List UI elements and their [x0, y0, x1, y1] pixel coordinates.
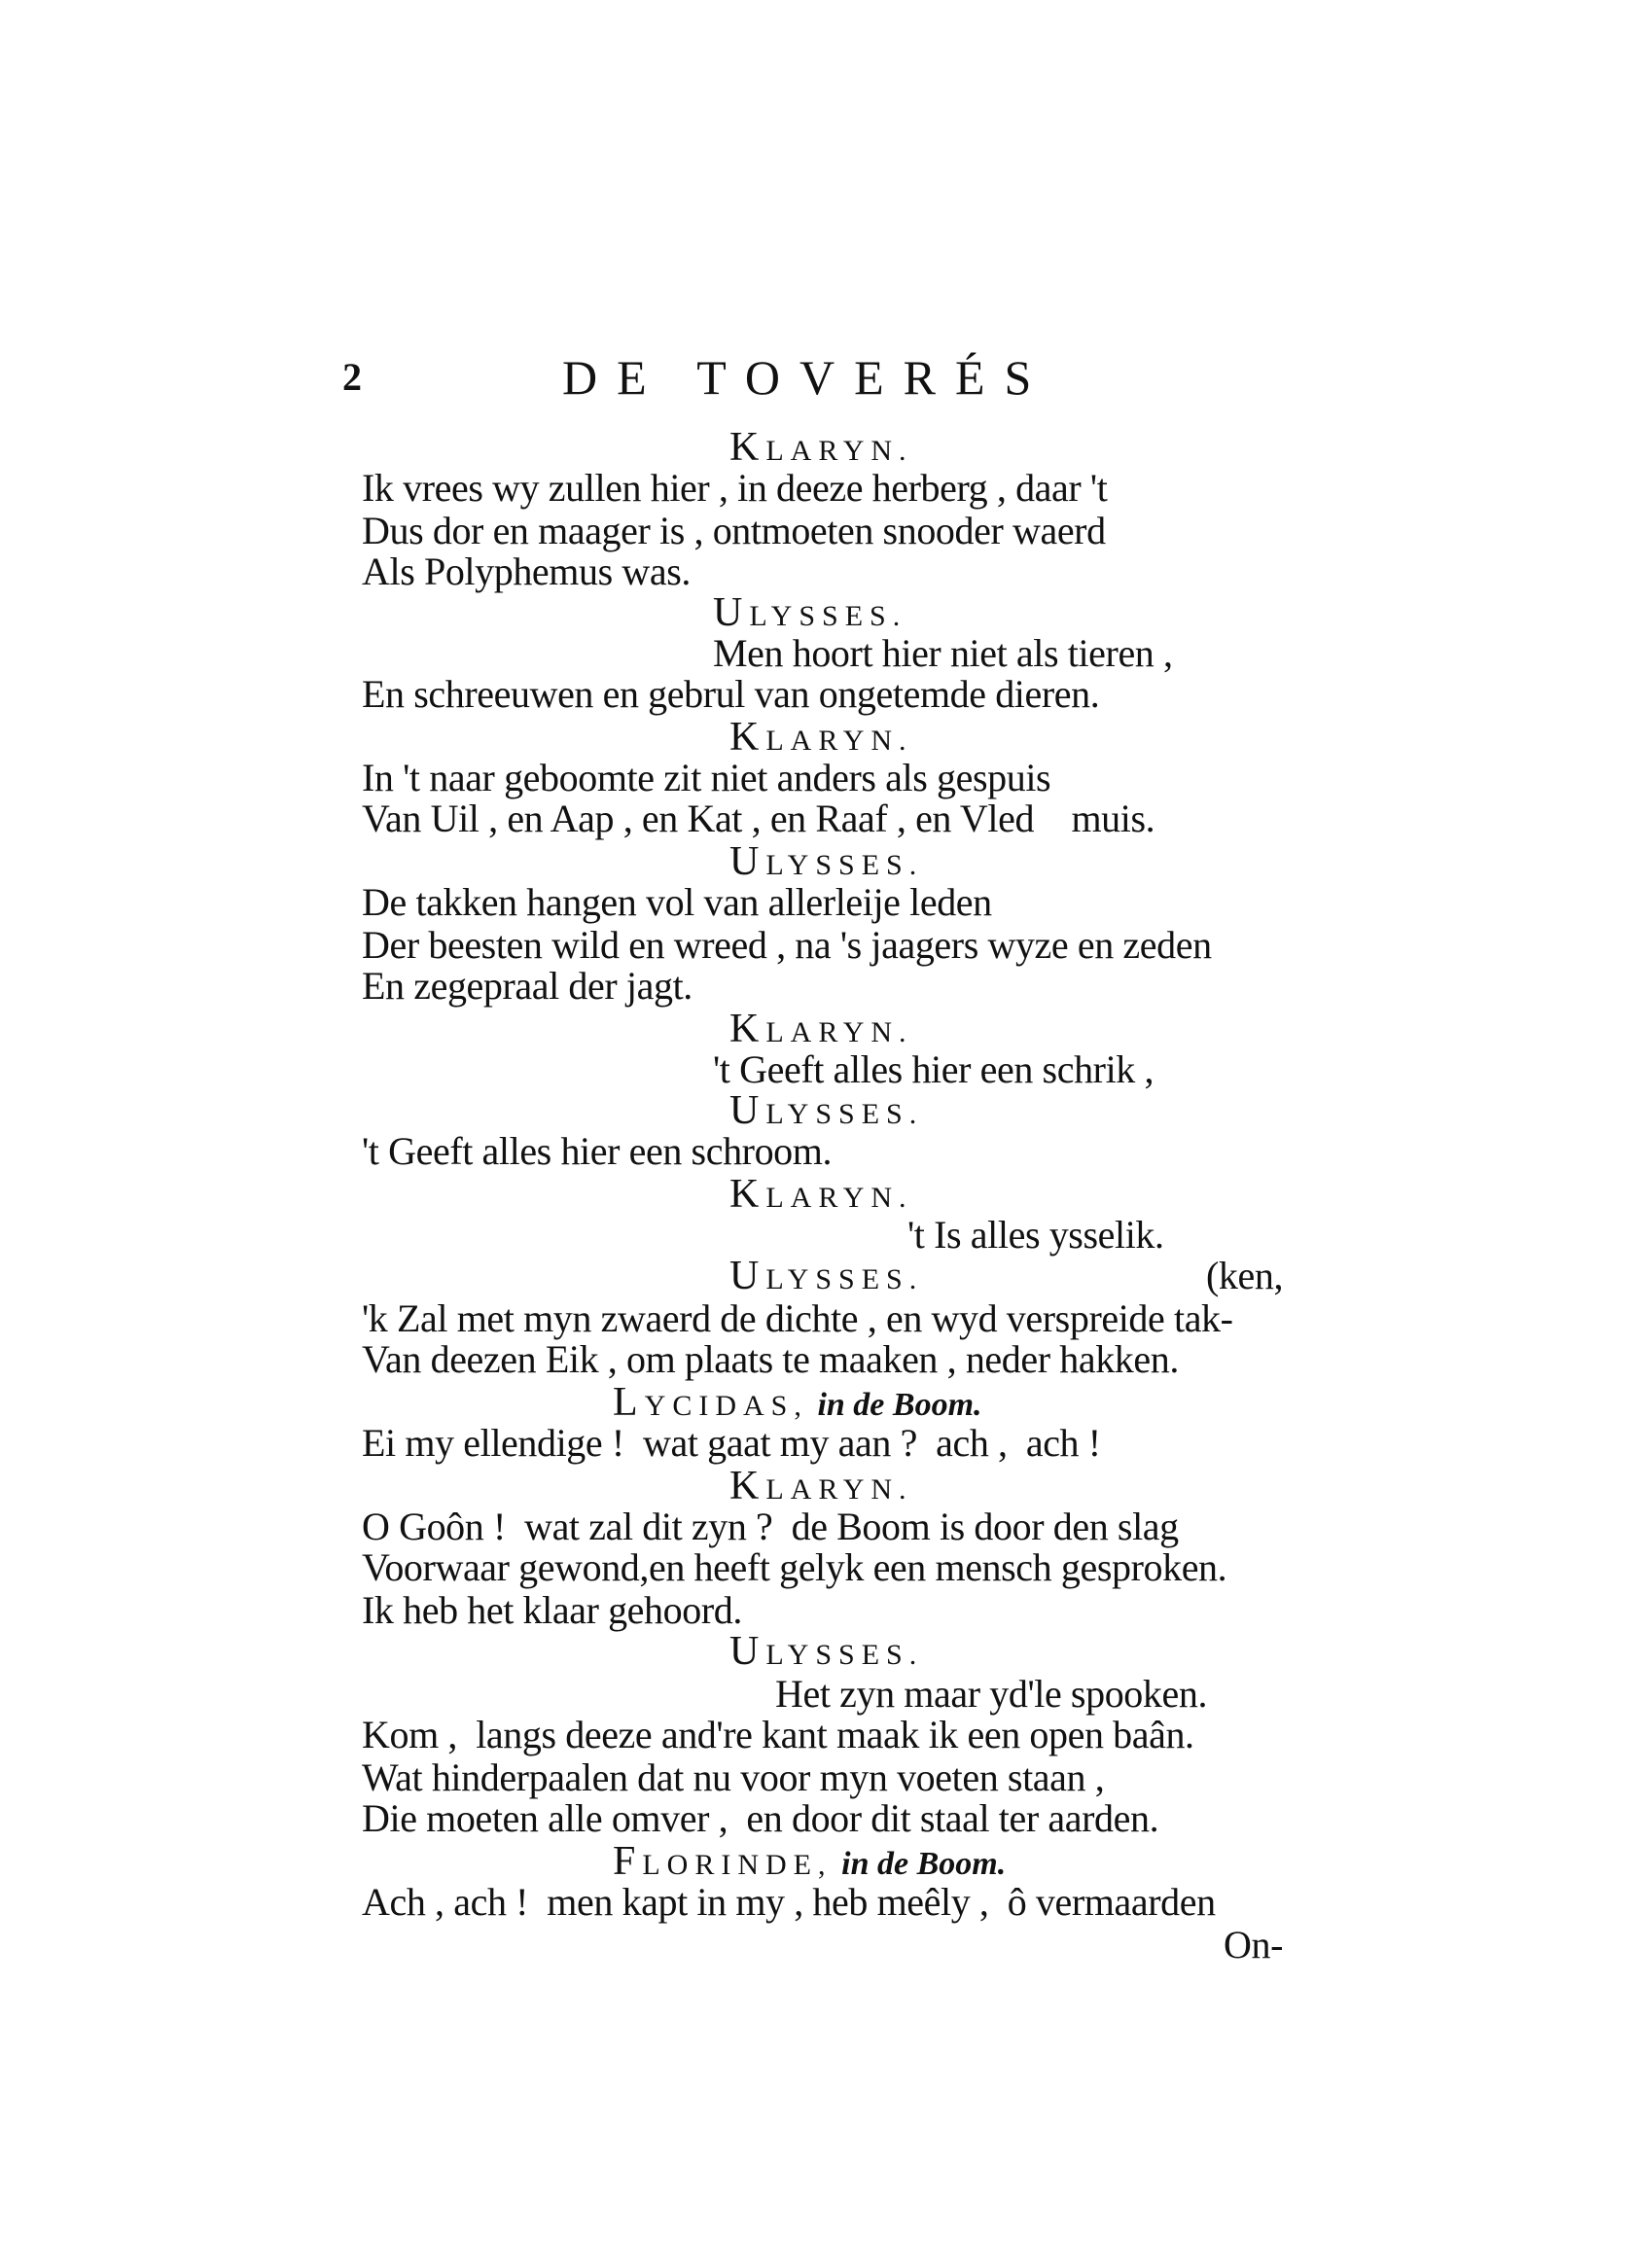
speaker-name	[729, 1630, 923, 1673]
speaker-label: ULYSSES.	[729, 839, 924, 884]
verse-line: Men hoort hier niet als tieren ,	[713, 631, 1173, 675]
verse-line: 't Geeft alles hier een schrik ,	[713, 1047, 1154, 1091]
turnover-word: (ken,	[1206, 1254, 1284, 1297]
verse-line: De takken hangen vol van allerleije leden	[362, 880, 992, 924]
verse-line: Van deezen Eik , om plaats te maaken , neder hakken.	[362, 1337, 1179, 1381]
verse-line: Voorwaar gewond,en heeft gelyk een mensch gesproken.	[362, 1545, 1227, 1589]
speaker-name	[729, 1089, 923, 1132]
speaker-name	[729, 1173, 913, 1216]
verse-line: En schreeuwen en gebrul van ongetemde dieren.	[362, 672, 1100, 716]
stage-direction: in de Boom.	[841, 1846, 1007, 1882]
speaker-name	[729, 840, 923, 883]
catchword: On-	[1224, 1923, 1284, 1967]
verse-line: O Goôn ! wat zal dit zyn ? de Boom is door den slag	[362, 1505, 1179, 1548]
verse-line: Ei my ellendige ! wat gaat my aan ? ach , ach !	[362, 1421, 1101, 1465]
running-title: DE TOVERÉS	[562, 350, 1051, 405]
speaker-label: FLORINDE,	[613, 1839, 833, 1884]
speaker-name	[729, 1465, 913, 1507]
speaker-label: ULYSSES.	[729, 1629, 924, 1674]
verse-line: Als Polyphemus was.	[362, 549, 691, 593]
speaker-label: ULYSSES.	[713, 590, 907, 635]
verse-line: 't Is alles ysselik.	[907, 1213, 1164, 1257]
speaker-name	[729, 1008, 913, 1050]
verse-line: Der beesten wild en wreed , na 's jaagers wyze en zeden	[362, 923, 1212, 967]
speaker-label: ULYSSES.	[729, 1088, 924, 1133]
verse-line: Wat hinderpaalen dat nu voor myn voeten staan ,	[362, 1755, 1105, 1799]
verse-line: Het zyn maar yd'le spooken.	[775, 1672, 1208, 1716]
page-number: 2	[342, 355, 362, 399]
verse-line: Die moeten alle omver , en door dit staal ter aarden.	[362, 1796, 1159, 1840]
speaker-label: KLARYN.	[729, 1464, 913, 1508]
speaker-name	[613, 1381, 982, 1424]
verse-line: Ik vrees wy zullen hier , in deeze herberg , daar 't	[362, 466, 1108, 510]
verse-line: Van Uil , en Aap , en Kat , en Raaf , en Vled muis.	[362, 797, 1155, 840]
speaker-name	[713, 591, 906, 634]
verse-line: 't Geeft alles hier een schroom.	[362, 1129, 833, 1173]
stage-direction: in de Boom.	[817, 1387, 982, 1423]
verse-line: 'k Zal met myn zwaerd de dichte , en wyd verspreide tak-	[362, 1296, 1233, 1340]
speaker-label: KLARYN.	[729, 1007, 913, 1051]
speaker-label: KLARYN.	[729, 1172, 913, 1217]
verse-line: Kom , langs deeze and're kant maak ik een open baân.	[362, 1713, 1194, 1756]
speaker-label: LYCIDAS,	[613, 1380, 808, 1425]
verse-line: Ach , ach ! men kapt in my , heb meêly , ô vermaarden	[362, 1880, 1216, 1924]
verse-line: Dus dor en maager is , ontmoeten snooder waerd	[362, 509, 1106, 552]
verse-line: In 't naar geboomte zit niet anders als gespuis	[362, 756, 1051, 799]
speaker-label: KLARYN.	[729, 425, 913, 470]
verse-line: Ik heb het klaar gehoord.	[362, 1588, 742, 1632]
speaker-name	[729, 716, 913, 759]
verse-line: En zegepraal der jagt.	[362, 964, 693, 1008]
speaker-name	[613, 1840, 1006, 1883]
speaker-label: ULYSSES.	[729, 1254, 924, 1298]
speaker-name	[729, 426, 913, 469]
speaker-label: KLARYN.	[729, 715, 913, 760]
speaker-name	[729, 1254, 1284, 1298]
